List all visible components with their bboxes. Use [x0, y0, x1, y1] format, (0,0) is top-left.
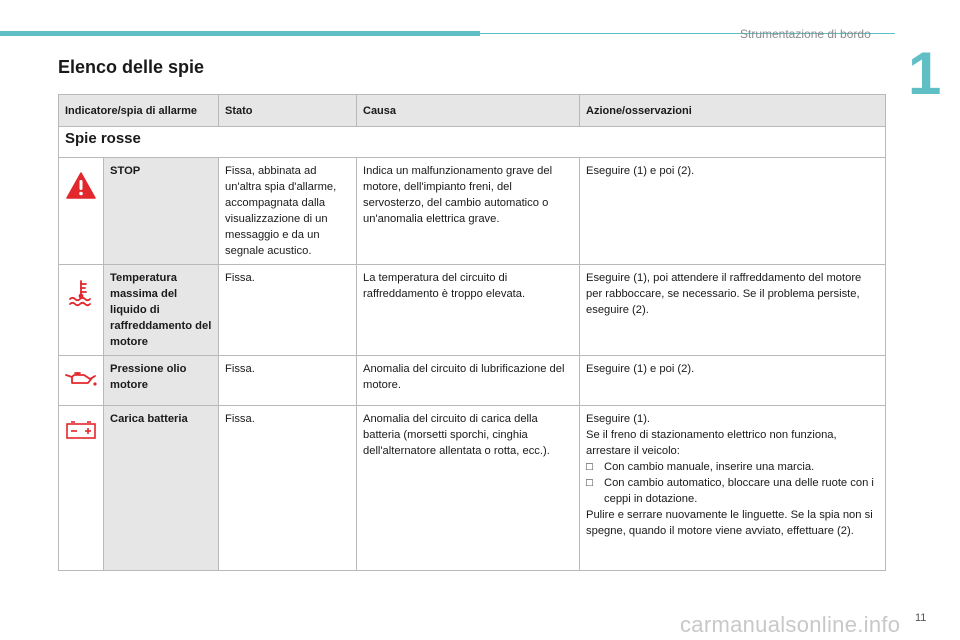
- warning-name: Carica batteria: [104, 406, 219, 571]
- icon-cell: [59, 265, 104, 356]
- table-header-row: [59, 95, 886, 127]
- page-number: 11: [915, 612, 927, 624]
- warning-action: [580, 265, 886, 356]
- coolant-temperature-icon: [67, 279, 95, 307]
- warning-action: [580, 158, 886, 265]
- warning-cause: Indica un malfunzionamento grave del motore, dell'impianto freni, del servosterzo, del cambio automatico o un'anomalia elettrica grave.: [357, 158, 580, 265]
- warning-name: STOP: [104, 158, 219, 265]
- warning-state: Fissa.: [219, 265, 357, 356]
- warning-cause: La temperatura del circuito di raffreddamento è troppo elevata.: [357, 265, 580, 356]
- group-label: Spie rosse: [59, 127, 886, 158]
- oil-pressure-icon: [64, 370, 98, 388]
- table-row: [59, 265, 886, 356]
- action-text: Eseguire (1).: [586, 413, 651, 425]
- icon-cell: [59, 356, 104, 406]
- battery-charge-icon: [65, 420, 97, 440]
- column-header-state: Stato: [219, 95, 357, 127]
- checkbox-bullet-icon: □: [586, 477, 593, 489]
- table-row: [59, 158, 886, 265]
- page-heading: Elenco delle spie: [58, 57, 205, 77]
- action-text: Eseguire (1) e poi (2).: [586, 363, 695, 375]
- icon-cell: [59, 406, 104, 571]
- warning-action: [580, 406, 886, 571]
- bullet-text: Con cambio manuale, inserire una marcia.: [604, 461, 815, 473]
- warning-name: Pressione olio motore: [104, 356, 219, 406]
- bullet-item: [586, 459, 879, 475]
- column-header-cause: Causa: [357, 95, 580, 127]
- icon-cell: [59, 158, 104, 265]
- group-row: [59, 127, 886, 158]
- top-accent-bar: [0, 31, 480, 36]
- action-text: Eseguire (1) e poi (2).: [586, 165, 695, 177]
- column-header-indicator: Indicatore/spia di allarme: [59, 95, 219, 127]
- warning-state: Fissa.: [219, 406, 357, 571]
- warning-lights-table: [58, 94, 886, 571]
- warning-state: Fissa.: [219, 356, 357, 406]
- table-row: [59, 356, 886, 406]
- action-text: Pulire e serrare nuovamente le linguette. Se la spia non si spegne, quando il motore viene avviato, effettuare (2).: [586, 509, 873, 537]
- bullet-item: [586, 475, 879, 507]
- bullet-text: Con cambio automatico, bloccare una delle ruote con i ceppi in dotazione.: [604, 477, 874, 505]
- watermark: carmanualsonline.info: [680, 612, 901, 637]
- chapter-number: 1: [908, 40, 942, 107]
- stop-warning-triangle-icon: [66, 172, 96, 199]
- action-text: Eseguire (1), poi attendere il raffreddamento del motore per rabboccare, se necessario. Se il problema persiste, eseguire (2).: [586, 272, 862, 316]
- checkbox-bullet-icon: □: [586, 461, 593, 473]
- action-text: Se il freno di stazionamento elettrico non funziona, arrestare il veicolo:: [586, 429, 837, 457]
- warning-cause: Anomalia del circuito di carica della batteria (morsetti sporchi, cinghia dell'alternatore allentata o rotta, ecc.).: [357, 406, 580, 571]
- warning-state: Fissa, abbinata ad un'altra spia d'allarme, accompagnata dalla visualizzazione di un messaggio e da un segnale acustico.: [219, 158, 357, 265]
- column-header-action: Azione/osservazioni: [580, 95, 886, 127]
- section-title: Strumentazione di bordo: [740, 27, 871, 41]
- warning-cause: Anomalia del circuito di lubrificazione del motore.: [357, 356, 580, 406]
- warning-name: Temperatura massima del liquido di raffreddamento del motore: [104, 265, 219, 356]
- table-row: [59, 406, 886, 571]
- warning-action: [580, 356, 886, 406]
